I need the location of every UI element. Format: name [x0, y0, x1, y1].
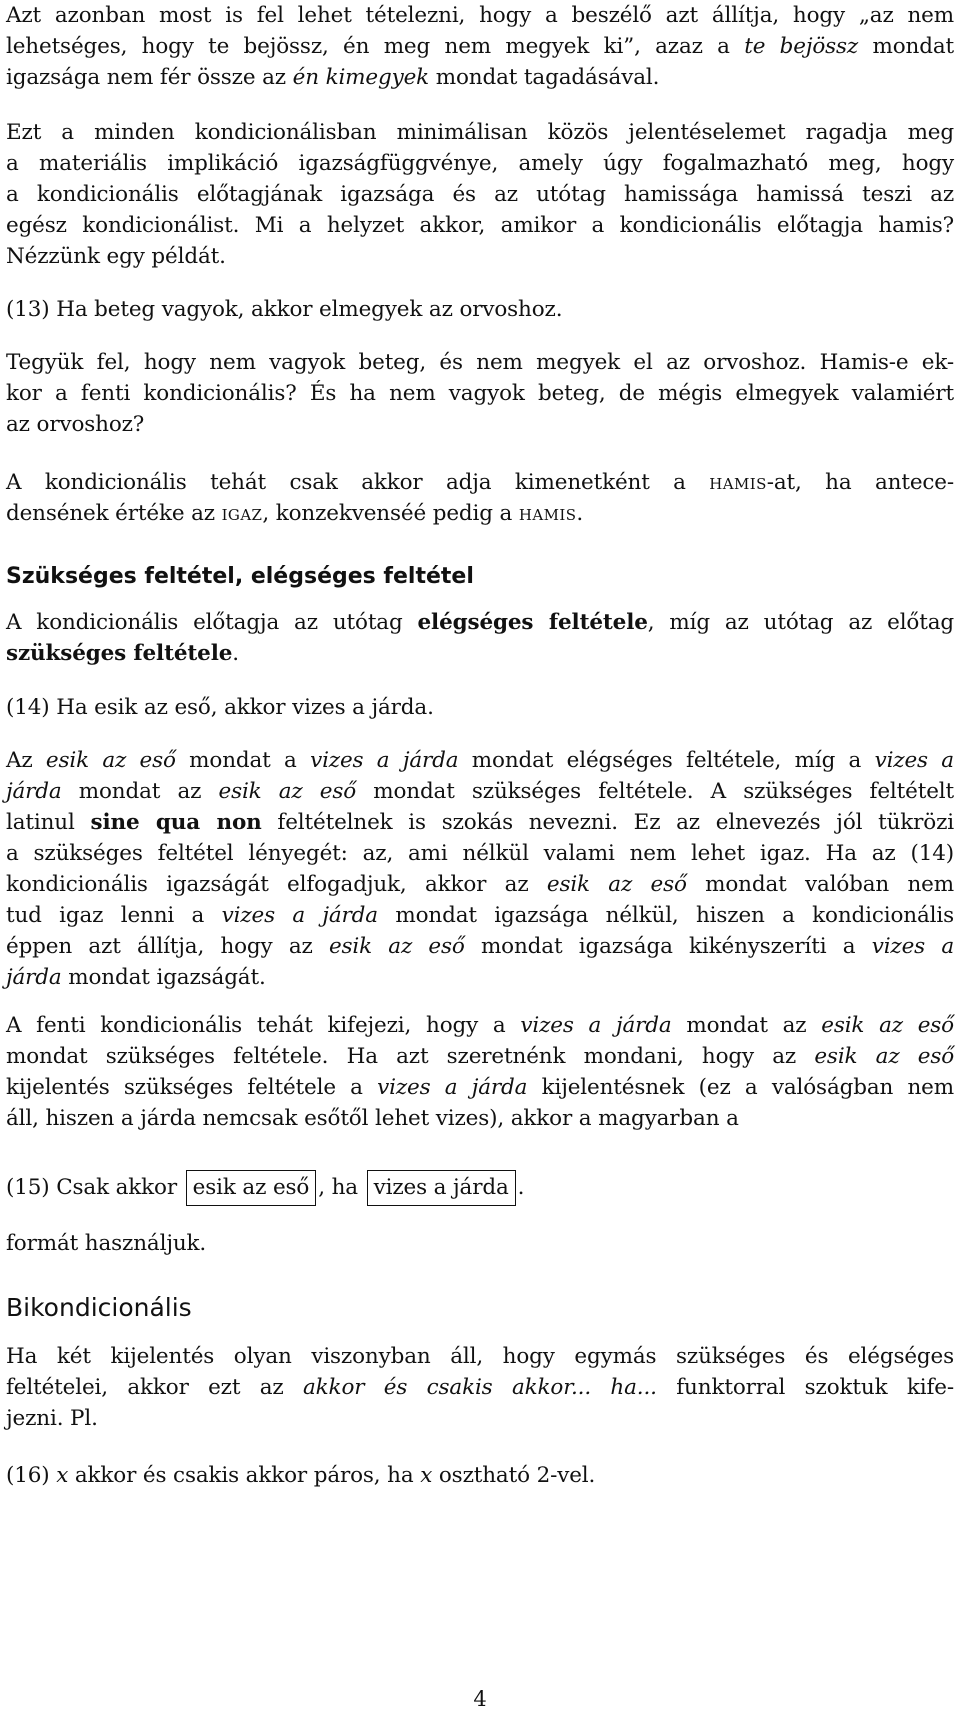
example-16: (16) x akkor és csakis akkor páros, ha x osztható 2-vel.	[6, 1463, 596, 1488]
paragraph	[6, 745, 954, 993]
text-line: jezni. Pl.	[6, 1406, 98, 1431]
text-line: az orvoshoz?	[6, 412, 145, 437]
text-line: densének értéke az igaz, konzekvenséé pedig a hamis.	[6, 501, 584, 526]
paragraph	[6, 347, 954, 440]
text-line: áll, hiszen a járda nemcsak esőtől lehet vizes), akkor a magyarban a	[6, 1106, 739, 1131]
text-line: lehetséges, hogy te bejössz, én meg nem megyek ki”, azaz a te bejössz mondat	[6, 34, 954, 59]
section-heading: Bikondicionális	[6, 1293, 192, 1322]
paragraph	[6, 1228, 954, 1259]
text-line: a szükséges feltétel lényegét: az, ami nélkül valami nem lehet igaz. Ha az (14)	[6, 841, 954, 866]
text-line: tud igaz lenni a vizes a járda mondat igazsága nélkül, hiszen a kondicionális	[6, 903, 954, 928]
text-line: Ezt a minden kondicionálisban minimálisan közös jelentéselemet ragadja meg	[6, 120, 954, 145]
text-line: éppen azt állítja, hogy az esik az eső mondat igazsága kikényszeríti a vizes a	[6, 934, 955, 959]
text-line: Tegyük fel, hogy nem vagyok beteg, és nem megyek el az orvoshoz. Hamis-e ek-	[6, 350, 954, 375]
text-line: kondicionális igazságát elfogadjuk, akkor az esik az eső mondat valóban nem	[6, 872, 954, 897]
page-number: 4	[473, 1687, 487, 1711]
section-heading: Szükséges feltétel, elégséges feltétel	[6, 564, 474, 589]
text-line: kijelentés szükséges feltétele a vizes a járda kijelentésnek (ez a valóságban nem	[6, 1075, 954, 1100]
text-line: Az esik az eső mondat a vizes a járda mondat elégséges feltétele, míg a vizes a	[6, 748, 954, 773]
text-line: kor a fenti kondicionális? És ha nem vagyok beteg, de mégis elmegyek valamiért	[6, 381, 954, 406]
text-line: járda mondat igazságát.	[6, 965, 266, 990]
text-line: egész kondicionálist. Mi a helyzet akkor, amikor a kondicionális előtagja hamis?	[6, 213, 954, 238]
paragraph	[6, 1010, 954, 1134]
text-line: feltételei, akkor ezt az akkor és csakis akkor... ha... funktorral szoktuk kife-	[6, 1375, 954, 1400]
text-line: a materiális implikáció igazságfüggvénye, amely úgy fogalmazható meg, hogy	[6, 151, 954, 176]
text-line: latinul sine qua non feltételnek is szokás nevezni. Ez az elnevezés jól tükrözi	[6, 810, 955, 835]
text-line: formát használjuk.	[6, 1231, 207, 1256]
text-line: Ha két kijelentés olyan viszonyban áll, hogy egymás szükséges és elégséges	[6, 1344, 954, 1369]
text-line: A kondicionális előtagja az utótag elégséges feltétele, míg az utótag az előtag	[6, 610, 954, 635]
example-14: (14) Ha esik az eső, akkor vizes a járda.	[6, 695, 434, 720]
text-line: Nézzünk egy példát.	[6, 244, 226, 269]
text-line: a kondicionális előtagjának igazsága és az utótag hamissága hamissá teszi az	[6, 182, 954, 207]
text-line: igazsága nem fér össze az én kimegyek mondat tagadásával.	[6, 65, 660, 90]
paragraph	[6, 467, 954, 529]
text-line: szükséges feltétele.	[6, 641, 239, 666]
text-line: A fenti kondicionális tehát kifejezi, hogy a vizes a járda mondat az esik az eső	[6, 1013, 954, 1038]
example-13: (13) Ha beteg vagyok, akkor elmegyek az orvoshoz.	[6, 297, 563, 322]
paragraph	[6, 0, 954, 93]
paragraph	[6, 607, 954, 669]
paragraph	[6, 117, 954, 272]
text-line: A kondicionális tehát csak akkor adja kimenetként a hamis-at, ha antece-	[6, 470, 954, 495]
boxed-phrase: esik az eső	[186, 1170, 317, 1206]
paragraph	[6, 1341, 954, 1434]
example-15: (15) Csak akkor esik az eső , ha vizes a járda .	[6, 1170, 524, 1206]
text-line: Azt azonban most is fel lehet tételezni, hogy a beszélő azt állítja, hogy „az nem	[6, 3, 954, 28]
text-line: mondat szükséges feltétele. Ha azt szeretnénk mondani, hogy az esik az eső	[6, 1044, 954, 1069]
text-line: járda mondat az esik az eső mondat szükséges feltétele. A szükséges feltételt	[6, 779, 954, 804]
boxed-phrase: vizes a járda	[367, 1170, 516, 1206]
